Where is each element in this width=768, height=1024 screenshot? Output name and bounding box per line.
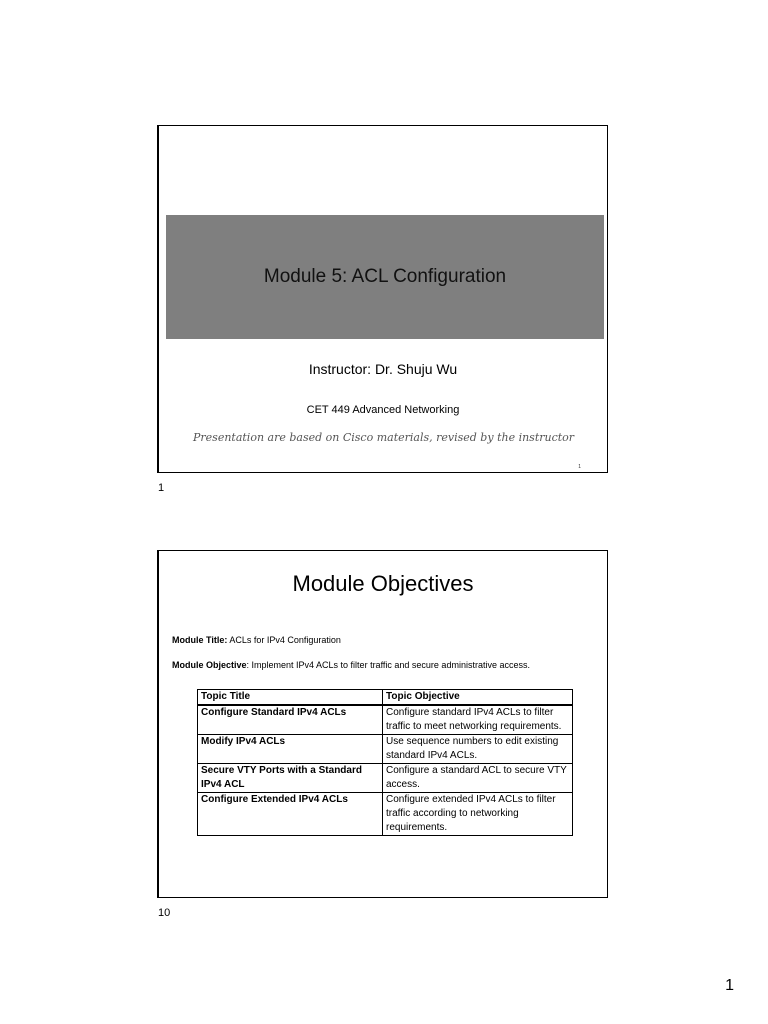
table-header-row — [198, 690, 573, 706]
slide-number: 1 — [578, 464, 581, 470]
header-topic-title: Topic Title — [198, 690, 383, 706]
topic-objective: Use sequence numbers to edit existing standard IPv4 ACLs. — [383, 735, 573, 764]
topic-title: Configure Extended IPv4 ACLs — [198, 793, 383, 836]
module-objective-line — [172, 660, 530, 670]
slide-2 — [157, 550, 608, 898]
header-topic-objective: Topic Objective — [383, 690, 573, 706]
topic-title: Configure Standard IPv4 ACLs — [198, 705, 383, 735]
table-row — [198, 705, 573, 735]
page-number: 1 — [725, 977, 734, 994]
topics-table — [197, 689, 573, 836]
module-objective-label: Module Objective — [172, 660, 247, 670]
module-objective-value: : Implement IPv4 ACLs to filter traffic and secure administrative access. — [246, 660, 530, 670]
objectives-title: Module Objectives — [292, 571, 474, 596]
course-line: CET 449 Advanced Networking — [306, 404, 460, 416]
module-title-label: Module Title: — [172, 635, 228, 645]
table-row — [198, 764, 573, 793]
topic-title: Modify IPv4 ACLs — [198, 735, 383, 764]
source-note: Presentation are based on Cisco materials, revised by the instructor — [193, 431, 575, 444]
slide-1-label: 1 — [158, 482, 165, 494]
slide-title: Module 5: ACL Configuration — [263, 266, 507, 287]
topic-objective: Configure extended IPv4 ACLs to filter traffic according to networking requirements. — [383, 793, 573, 836]
module-title-line — [172, 635, 341, 645]
slide-2-label: 10 — [158, 907, 171, 919]
table-row — [198, 793, 573, 836]
instructor-line: Instructor: Dr. Shuju Wu — [308, 361, 458, 377]
title-band — [166, 215, 604, 339]
topic-title: Secure VTY Ports with a Standard IPv4 ACL — [198, 764, 383, 793]
topic-objective: Configure a standard ACL to secure VTY access. — [383, 764, 573, 793]
module-title-value: ACLs for IPv4 Configuration — [227, 635, 341, 645]
table-row — [198, 735, 573, 764]
topic-objective: Configure standard IPv4 ACLs to filter traffic to meet networking requirements. — [383, 705, 573, 735]
slide-1 — [157, 125, 608, 473]
